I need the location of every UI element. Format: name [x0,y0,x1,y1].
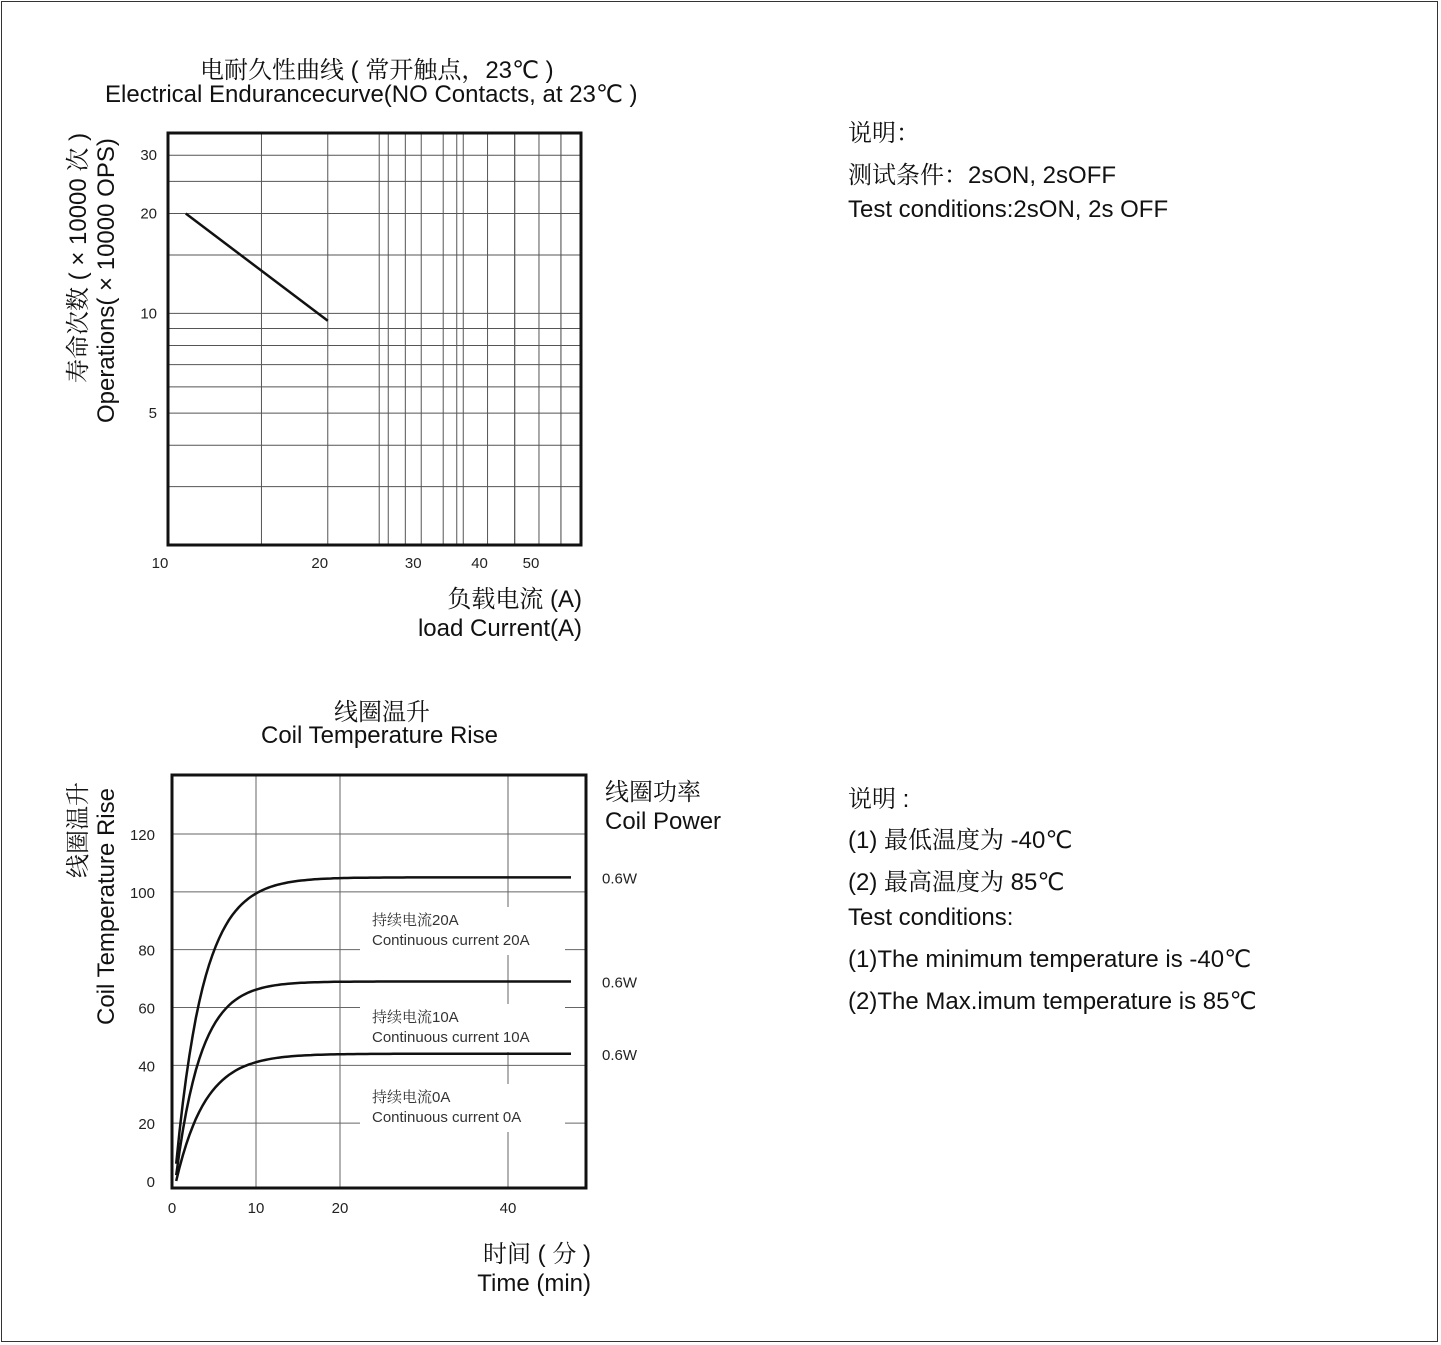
endurance-xtick: 40 [471,555,488,572]
endurance-ylabel-en: Operations( × 10000 OPS) [93,138,120,423]
coil-ylabel: 线圈温升 [65,782,92,878]
chart2-subtitle: Coil Temperature Rise [261,722,498,749]
coil-series-label: 持续电流10A [372,1009,459,1026]
coil-ylabel-en: Coil Temperature Rise [93,788,120,1025]
endurance-ytick: 20 [140,205,157,223]
coil-ytick: 60 [138,1000,155,1018]
endurance-xlabel-en: load Current(A) [417,615,582,642]
endurance-xtick: 30 [404,555,422,572]
coil-ytick: 0 [146,1174,155,1191]
coil-xtick: 10 [247,1200,265,1217]
note-top-2: 测试条件：2sON, 2sOFF [848,162,1117,189]
endurance-ytick: 10 [140,305,157,323]
endurance-xtick: 20 [311,555,329,572]
endurance-ytick: 30 [140,147,157,165]
note-top-1: 说明： [848,120,920,147]
coil-series-label: 持续电流20A [372,912,459,929]
endurance-xtick: 50 [522,555,540,572]
coil-power-label: 0.6W [602,870,638,888]
coil-power-title: 线圈功率 [605,779,701,806]
coil-ytick: 80 [138,942,155,960]
coil-power-title-en: Coil Power [605,808,722,835]
coil-series-label: 持续电流0A [372,1089,451,1106]
coil-xtick: 40 [499,1200,517,1217]
coil-xlabel: 时间 ( 分 ) [483,1241,591,1268]
endurance-ylabel: 寿命次数 ( × 10000 次 ) [65,132,92,383]
note-bottom-5: (1)The minimum temperature is -40℃ [848,946,1252,973]
coil-series-label-en: Continuous current 0A [372,1109,522,1126]
coil-series-label-en: Continuous current 20A [372,932,530,949]
note-bottom-3: (2) 最高温度为 85℃ [848,869,1065,896]
coil-xtick: 0 [167,1200,177,1217]
coil-power-label: 0.6W [602,974,638,992]
coil-series-label-en: Continuous current 10A [372,1029,530,1046]
chart1-title: 电耐久性曲线 ( 常开触点，23℃ ) [200,57,554,84]
coil-xlabel-en: Time (min) [477,1270,591,1297]
chart1-subtitle: Electrical Endurancecurve(NO Contacts, at 23℃ ) [105,81,638,108]
coil-ytick: 40 [138,1058,155,1076]
note-bottom-6: (2)The Max.imum temperature is 85℃ [848,988,1257,1015]
note-bottom-2: (1) 最低温度为 -40℃ [848,827,1073,854]
note-top-3: Test conditions:2sON, 2s OFF [848,196,1169,223]
endurance-xtick: 10 [151,555,169,572]
coil-ytick: 120 [129,827,155,844]
note-bottom-1: 说明 : [848,786,910,813]
endurance-xlabel: 负载电流 (A) [447,586,582,613]
note-bottom-4: Test conditions: [848,904,1014,931]
chart2-title: 线圈温升 [334,699,430,726]
coil-xtick: 20 [331,1200,349,1217]
coil-ytick: 100 [129,884,155,902]
coil-power-label: 0.6W [602,1046,638,1064]
endurance-ytick: 5 [148,405,157,423]
coil-ytick: 20 [138,1116,155,1134]
